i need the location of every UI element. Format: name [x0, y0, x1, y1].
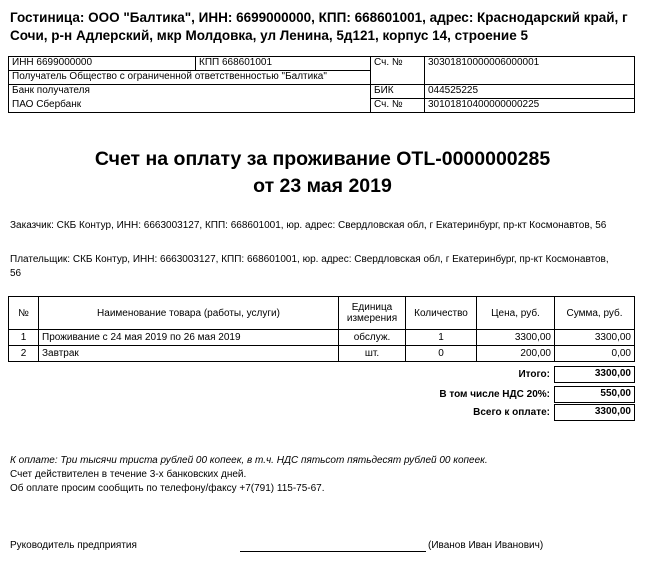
row-quantity: 1	[406, 330, 477, 346]
table-row	[9, 346, 635, 362]
validity-note: Счет действителен в течение 3-х банковских дней.	[10, 469, 247, 480]
items-header-row	[9, 297, 635, 330]
vat-label: В том числе НДС 20%:	[439, 389, 550, 400]
col-header-sum: Сумма, руб.	[555, 297, 635, 330]
corr-account-number: 30101810400000000225	[425, 99, 635, 113]
vat-value: 550,00	[554, 386, 635, 403]
row-unit: обслуж.	[339, 330, 406, 346]
due-label: Всего к оплате:	[473, 407, 550, 418]
row-sum: 0,00	[555, 346, 635, 362]
notify-note: Об оплате просим сообщить по телефону/факсу +7(791) 115-75-67.	[10, 483, 325, 494]
hotel-header: Гостиница: ООО "Балтика", ИНН: 6699000000, КПП: 668601001, адрес: Краснодарский край, г Сочи, р-н Адлерский, мкр Молдовка, ул Ленина, 5д121, корпус 14, строение 5	[10, 10, 628, 43]
bank-name: ПАО Сбербанк	[9, 99, 371, 113]
signature-line	[240, 551, 426, 552]
account-number: 30301810000006000001	[425, 57, 635, 71]
invoice-title	[0, 146, 645, 200]
signature-role: Руководитель предприятия	[10, 540, 137, 551]
bik-label: БИК	[371, 85, 425, 99]
invoice-title-line2: от 23 мая 2019	[253, 175, 392, 197]
items-table	[8, 296, 635, 362]
row-quantity: 0	[406, 346, 477, 362]
recipient-name: Получатель Общество с ограниченной ответственностью "Балтика"	[9, 71, 371, 85]
recipient-kpp: КПП 668601001	[196, 57, 371, 71]
invoice-title-line1: Счет на оплату за проживание OTL-0000000285	[94, 148, 551, 170]
row-item-name: Завтрак	[39, 346, 339, 362]
col-header-name: Наименование товара (работы, услуги)	[39, 297, 339, 330]
customer-info: Заказчик: СКБ Контур, ИНН: 6663003127, КПП: 668601001, юр. адрес: Свердловская обл, г Екатеринбург, пр-кт Космонавтов, 56	[10, 220, 607, 231]
due-value: 3300,00	[554, 404, 635, 421]
payment-in-words: К оплате: Три тысячи триста рублей 00 копеек, в т.ч. НДС пятьсот пятьдесят рублей 00 копеек.	[10, 455, 488, 466]
signature-name: (Иванов Иван Иванович)	[428, 540, 544, 551]
col-header-unit: Единица измерения	[339, 297, 406, 330]
col-header-price: Цена, руб.	[477, 297, 555, 330]
row-unit: шт.	[339, 346, 406, 362]
row-price: 3300,00	[477, 330, 555, 346]
bank-details-table	[8, 56, 635, 113]
col-header-number: №	[9, 297, 39, 330]
payer-info: Плательщик: СКБ Контур, ИНН: 6663003127, КПП: 668601001, юр. адрес: Свердловская обл, г Екатеринбург, пр-кт Космонавтов, 56	[10, 254, 609, 279]
table-row	[9, 330, 635, 346]
recipient-inn: ИНН 6699000000	[9, 57, 196, 71]
bank-label: Банк получателя	[9, 85, 371, 99]
total-label: Итого:	[518, 369, 550, 380]
row-number: 2	[9, 346, 39, 362]
row-price: 200,00	[477, 346, 555, 362]
row-sum: 3300,00	[555, 330, 635, 346]
bik-value: 044525225	[425, 85, 635, 99]
row-number: 1	[9, 330, 39, 346]
account-label: Сч. №	[371, 57, 425, 71]
corr-account-label: Сч. №	[371, 99, 425, 113]
col-header-quantity: Количество	[406, 297, 477, 330]
total-value: 3300,00	[554, 366, 635, 383]
row-item-name: Проживание с 24 мая 2019 по 26 мая 2019	[39, 330, 339, 346]
